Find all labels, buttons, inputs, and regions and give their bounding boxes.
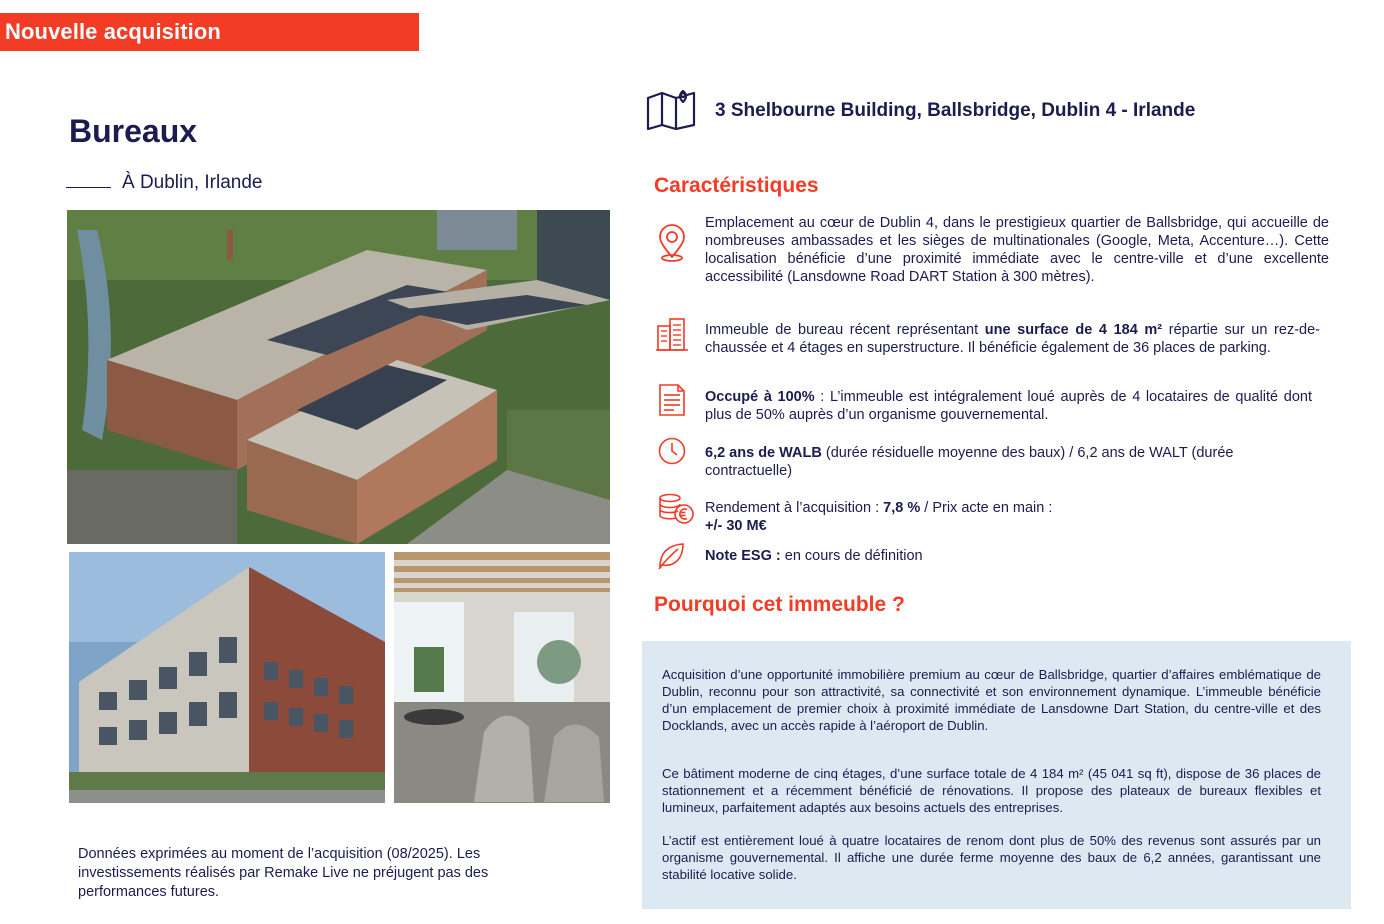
document-icon <box>656 383 688 422</box>
feature-lease-text: 6,2 ans de WALB (durée résiduelle moyenne des baux) / 6,2 ans de WALT (durée contractuelle) <box>705 445 1234 479</box>
badge-label: Nouvelle acquisition <box>5 19 221 44</box>
property-address: 3 Shelbourne Building, Ballsbridge, Dublin 4 - Irlande <box>715 100 1196 121</box>
leaf-icon <box>656 541 686 576</box>
office-interior-photo <box>394 552 610 803</box>
feature-yield-text: Rendement à l’acquisition : 7,8 % / Prix acte en main : +/- 30 M€ <box>705 500 1053 534</box>
building-icon <box>654 316 690 357</box>
aerial-building-photo <box>67 210 610 544</box>
euro-coins-icon <box>656 492 696 531</box>
map-icon <box>646 88 696 135</box>
why-box <box>642 641 1351 909</box>
why-paragraph-2: Ce bâtiment moderne de cinq étages, d’une surface totale de 4 184 m² (45 041 sq ft), dispose de 36 places de stationnement et a récemment bénéficié de rénovations. Il propose des plateaux de bureaux flexibles et lumineux, parfaitement adaptés aux besoins actuels des entreprises. <box>662 766 1321 815</box>
acquisition-badge <box>0 13 419 51</box>
feature-location-text: Emplacement au cœur de Dublin 4, dans le prestigieux quartier de Ballsbridge, qui accueille de nombreuses ambassades et les sièges de multinationales (Google, Meta, Accenture…). Cette localisation bénéficie d’une proximité immédiate avec le centre-ville et d’une excellente accessibilité (Lansdowne Road DART Station à 300 mètres). <box>705 215 1329 285</box>
why-heading: Pourquoi cet immeuble ? <box>654 593 905 616</box>
why-paragraph-3: L’actif est entièrement loué à quatre locataires de renom dont plus de 50% des revenus sont assurés par un organisme gouvernemental. Il affiche une durée ferme moyenne des baux de 6,2 années, garantissant une stabilité locative solide. <box>662 833 1321 882</box>
subtitle-divider <box>66 187 111 188</box>
disclaimer-text: Données exprimées au moment de l’acquisition (08/2025). Les investissements réalisés par Remake Live ne préjugent pas des performances futures. <box>78 846 489 900</box>
property-type-title: Bureaux <box>69 113 198 149</box>
property-location: À Dublin, Irlande <box>122 172 263 193</box>
feature-building-text: Immeuble de bureau récent représentant une surface de 4 184 m² répartie sur un rez-de-chaussée et 4 étages en superstructure. Il bénéficie également de 36 places de parking. <box>705 322 1320 356</box>
location-pin-icon <box>656 223 688 268</box>
why-paragraph-1: Acquisition d’une opportunité immobilière premium au cœur de Ballsbridge, quartier d’affaires emblématique de Dublin, reconnu pour son attractivité, sa connectivité et son environnement dynamique. L’immeuble bénéficie d’un emplacement de premier choix à proximité immédiate de Lansdowne Dart Station, du centre-ville et des Docklands, avec un accès rapide à l’aéroport de Dublin. <box>662 667 1321 733</box>
feature-occupancy-text: Occupé à 100% : L’immeuble est intégralement loué auprès de 4 locataires de qualité dont plus de 50% auprès d’un organisme gouvernemental. <box>705 389 1312 423</box>
building-facade-photo <box>69 552 385 803</box>
clock-icon <box>657 436 687 471</box>
characteristics-heading: Caractéristiques <box>654 174 819 197</box>
feature-esg-text: Note ESG : en cours de définition <box>705 548 923 564</box>
